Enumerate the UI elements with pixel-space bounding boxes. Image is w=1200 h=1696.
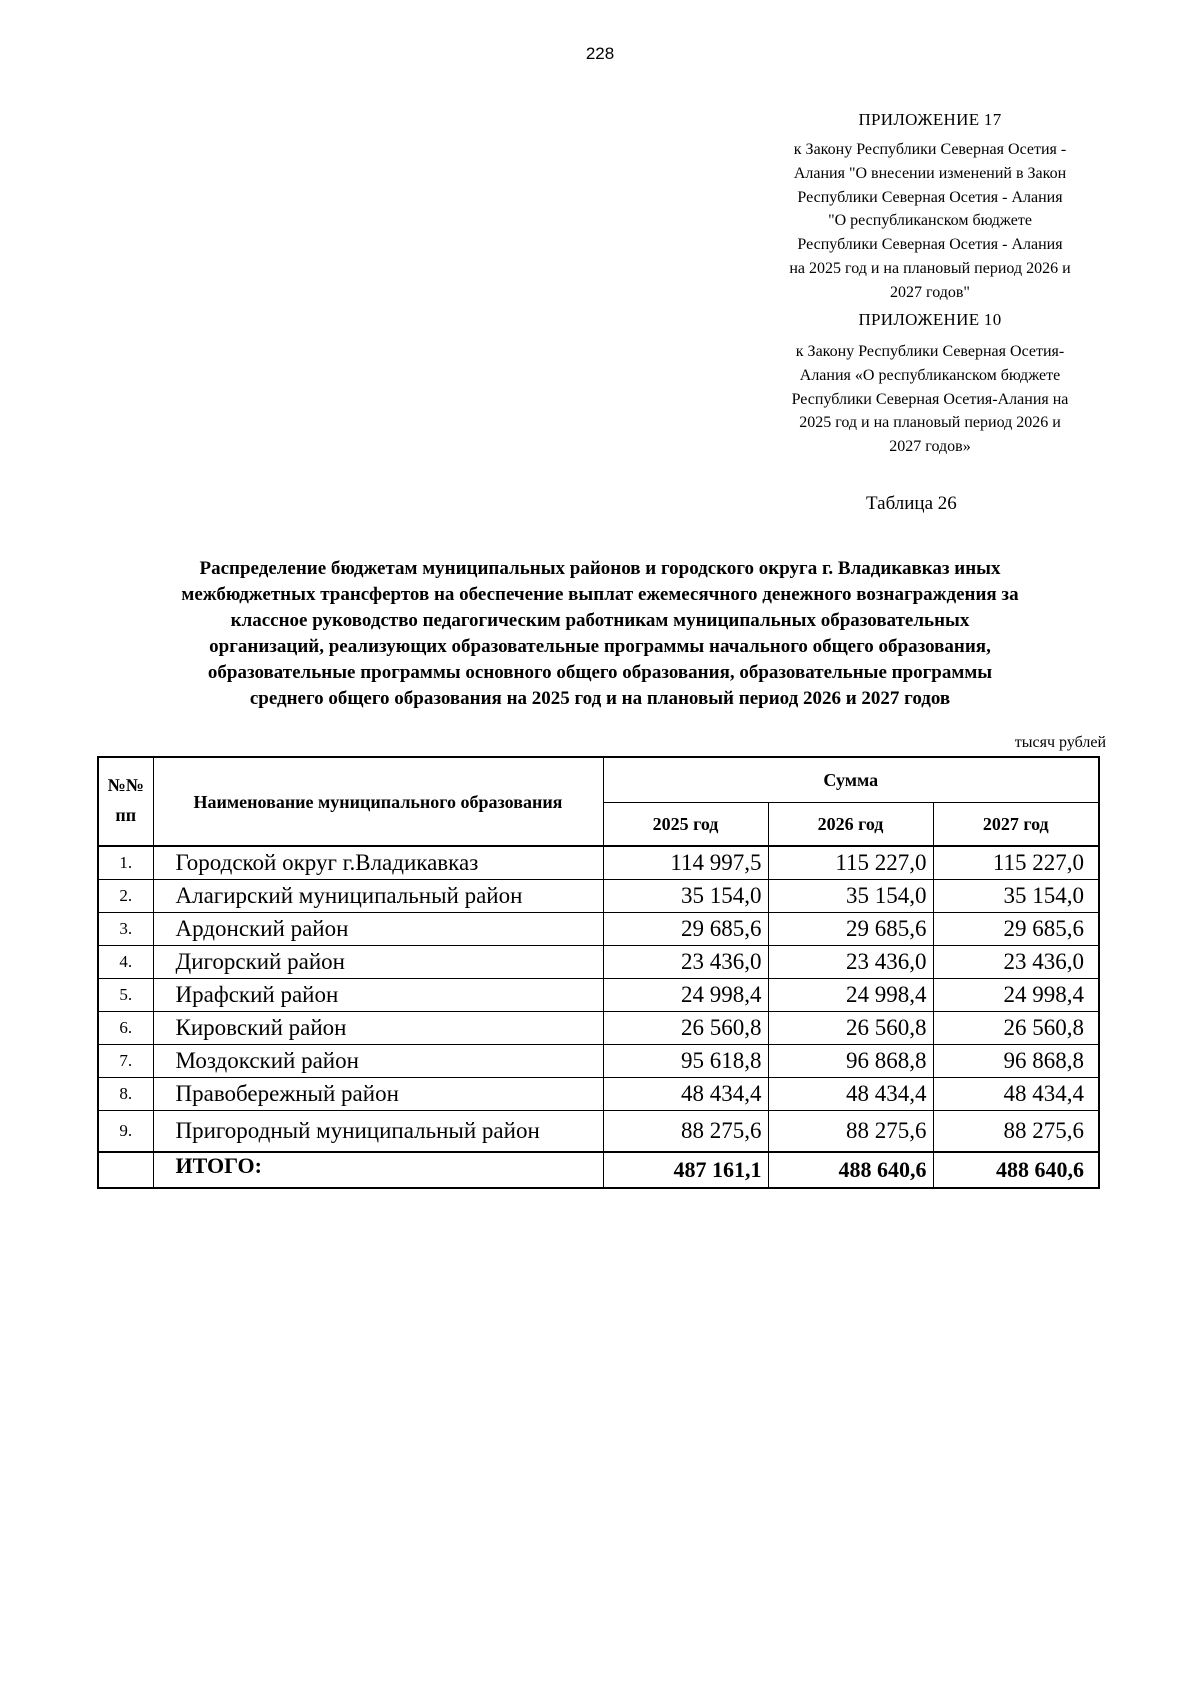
- row-name: Ирафский район: [153, 979, 603, 1012]
- table-row: [98, 1111, 1099, 1153]
- row-value-2027: 48 434,4: [933, 1078, 1099, 1111]
- table-row: [98, 913, 1099, 946]
- row-value-2026: 96 868,8: [768, 1045, 933, 1078]
- appendix-10: [760, 310, 1100, 459]
- header-row: [98, 757, 1099, 803]
- row-value-2027: 23 436,0: [933, 946, 1099, 979]
- document-title: [110, 556, 1090, 712]
- row-value-2025: 95 618,8: [603, 1045, 768, 1078]
- total-value-2026: 488 640,6: [768, 1152, 933, 1188]
- appendix-17-line: 2027 годов": [890, 283, 970, 301]
- appendix-17-line: Республики Северная Осетия - Алания: [797, 188, 1063, 206]
- total-num-empty: [98, 1152, 153, 1188]
- appendix-10-line: 2027 годов»: [889, 438, 971, 456]
- title-line: образовательные программы основного общего образования, образовательные программы: [207, 662, 993, 683]
- row-name: Алагирский муниципальный район: [153, 880, 603, 913]
- page-number: 228: [585, 44, 615, 63]
- appendix-17-line: на 2025 год и на плановый период 2026 и: [789, 259, 1071, 277]
- row-value-2025: 88 275,6: [603, 1111, 768, 1153]
- appendix-10-line: к Закону Республики Северная Осетия-: [795, 343, 1065, 360]
- row-num: 1.: [98, 846, 153, 880]
- appendix-10-line: Алания «О республиканском бюджете: [799, 366, 1061, 384]
- row-value-2025: 48 434,4: [603, 1078, 768, 1111]
- row-num: 3.: [98, 913, 153, 946]
- title-line: межбюджетных трансфертов на обеспечение выплат ежемесячного денежного вознаграждения за: [181, 584, 1019, 605]
- row-value-2025: 23 436,0: [603, 946, 768, 979]
- appendix-10-title: ПРИЛОЖЕНИЕ 10: [858, 310, 1002, 329]
- row-value-2027: 88 275,6: [933, 1111, 1099, 1153]
- row-value-2025: 114 997,5: [603, 846, 768, 880]
- row-value-2027: 24 998,4: [933, 979, 1099, 1012]
- total-value-2027: 488 640,6: [933, 1152, 1099, 1188]
- appendix-17: [760, 110, 1100, 305]
- row-value-2026: 48 434,4: [768, 1078, 933, 1111]
- row-num: 7.: [98, 1045, 153, 1078]
- appendix-10-line: Республики Северная Осетия-Алания на: [791, 390, 1069, 408]
- table-row: [98, 1045, 1099, 1078]
- appendix-17-line: Республики Северная Осетия - Алания: [797, 236, 1063, 254]
- header-name: Наименование муниципального образования: [153, 757, 603, 846]
- row-name: Моздокский район: [153, 1045, 603, 1078]
- row-name: Ардонский район: [153, 913, 603, 946]
- budget-table: [97, 756, 1100, 1189]
- row-value-2025: 29 685,6: [603, 913, 768, 946]
- appendix-17-line: Алания "О внесении изменений в Закон: [793, 164, 1067, 182]
- row-value-2026: 23 436,0: [768, 946, 933, 979]
- title-line: организаций, реализующих образовательные программы начального общего образования,: [209, 636, 991, 657]
- row-num: 4.: [98, 946, 153, 979]
- row-value-2026: 24 998,4: [768, 979, 933, 1012]
- title-line: Распределение бюджетам муниципальных районов и городского округа г. Владикавказ иных: [199, 558, 1001, 579]
- appendix-17-line: к Закону Республики Северная Осетия -: [793, 141, 1067, 158]
- total-value-2025: 487 161,1: [603, 1152, 768, 1188]
- appendix-17-title: ПРИЛОЖЕНИЕ 17: [858, 110, 1002, 129]
- table-row: [98, 979, 1099, 1012]
- table-row: [98, 1012, 1099, 1045]
- row-num: 8.: [98, 1078, 153, 1111]
- total-label: ИТОГО:: [153, 1152, 603, 1188]
- header-num: №№ пп: [98, 757, 153, 846]
- row-num: 5.: [98, 979, 153, 1012]
- table-row: [98, 846, 1099, 880]
- header-sum: Сумма: [603, 757, 1099, 803]
- row-value-2026: 26 560,8: [768, 1012, 933, 1045]
- row-name: Кировский район: [153, 1012, 603, 1045]
- header-year-2026: 2026 год: [768, 803, 933, 847]
- row-value-2025: 24 998,4: [603, 979, 768, 1012]
- table-row: [98, 1078, 1099, 1111]
- row-value-2027: 96 868,8: [933, 1045, 1099, 1078]
- table-row: [98, 946, 1099, 979]
- row-value-2026: 35 154,0: [768, 880, 933, 913]
- row-name: Городской округ г.Владикавказ: [153, 846, 603, 880]
- title-line: классное руководство педагогическим работникам муниципальных образовательных: [230, 610, 970, 631]
- row-value-2027: 35 154,0: [933, 880, 1099, 913]
- header-year-2027: 2027 год: [933, 803, 1099, 847]
- row-value-2026: 29 685,6: [768, 913, 933, 946]
- row-value-2027: 26 560,8: [933, 1012, 1099, 1045]
- table-label: Таблица 26: [866, 493, 957, 514]
- row-value-2026: 115 227,0: [768, 846, 933, 880]
- appendix-10-line: 2025 год и на плановый период 2026 и: [799, 414, 1061, 432]
- row-name: Правобережный район: [153, 1078, 603, 1111]
- total-row: [98, 1152, 1099, 1188]
- table-row: [98, 880, 1099, 913]
- header-year-2025: 2025 год: [603, 803, 768, 847]
- row-name: Пригородный муниципальный район: [153, 1111, 603, 1153]
- appendix-17-line: "О республиканском бюджете: [828, 212, 1032, 230]
- row-num: 2.: [98, 880, 153, 913]
- row-num: 9.: [98, 1111, 153, 1153]
- units-label: тысяч рублей: [1014, 734, 1106, 751]
- row-value-2025: 26 560,8: [603, 1012, 768, 1045]
- title-line: среднего общего образования на 2025 год и на плановый период 2026 и 2027 годов: [249, 688, 951, 709]
- row-value-2027: 115 227,0: [933, 846, 1099, 880]
- row-value-2026: 88 275,6: [768, 1111, 933, 1153]
- row-value-2027: 29 685,6: [933, 913, 1099, 946]
- row-num: 6.: [98, 1012, 153, 1045]
- row-value-2025: 35 154,0: [603, 880, 768, 913]
- row-name: Дигорский район: [153, 946, 603, 979]
